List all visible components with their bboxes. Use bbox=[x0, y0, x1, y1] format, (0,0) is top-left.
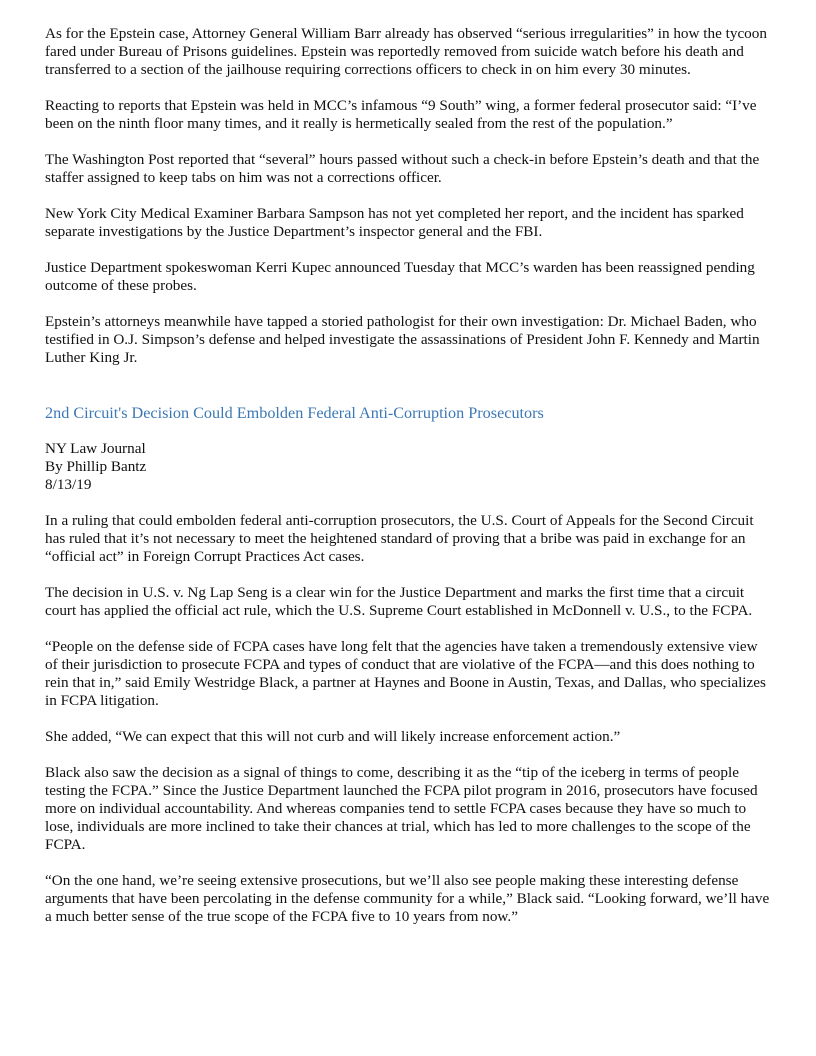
epstein-article-continuation bbox=[45, 25, 773, 367]
body-paragraph: The decision in U.S. v. Ng Lap Seng is a clear win for the Justice Department and marks the first time that a circuit court has applied the official act rule, which the U.S. Supreme Court established in McDonnell v. U.S., to the FCPA. bbox=[45, 584, 753, 619]
body-paragraph: Reacting to reports that Epstein was held in MCC’s infamous “9 South” wing, a former federal prosecutor said: “I’ve been on the ninth floor many times, and it really is hermetically sealed from the rest of the population.” bbox=[45, 97, 757, 132]
byline: By Phillip Bantz bbox=[45, 458, 147, 475]
publish-date: 8/13/19 bbox=[45, 476, 92, 493]
body-paragraph: “On the one hand, we’re seeing extensive prosecutions, but we’ll also see people making these interesting defense arguments that have been percolating in the defense community for a while,” Black said. “Looking forward, we’ll have a much better sense of the true scope of the FCPA five to 10 years from now.” bbox=[45, 872, 770, 925]
body-paragraph: She added, “We can expect that this will not curb and will likely increase enforcement action.” bbox=[45, 728, 621, 745]
body-paragraph: Black also saw the decision as a signal of things to come, describing it as the “tip of the iceberg in terms of people testing the FCPA.” Since the Justice Department launched the FCPA pilot program in 2016, prosecutors have focused more on individual accountability. And whereas companies tend to settle FCPA cases because they have so much to lose, individuals are more inclined to take their chances at trial, which has led to more challenges to the scope of the FCPA. bbox=[45, 764, 758, 853]
section-spacer bbox=[45, 385, 773, 403]
body-paragraph: “People on the defense side of FCPA cases have long felt that the agencies have taken a tremendously extensive view of their jurisdiction to prosecute FCPA and types of conduct that are violative of the FCPA—and this does nothing to rein that in,” said Emily Westridge Black, a partner at Haynes and Boone in Austin, Texas, and Dallas, who specializes in FCPA litigation. bbox=[45, 638, 766, 709]
body-paragraph: As for the Epstein case, Attorney General William Barr already has observed “serious irregularities” in how the tycoon fared under Bureau of Prisons guidelines. Epstein was reportedly removed from suicide watch before his death and transferred to a section of the jailhouse requiring corrections officers to check in on him every 30 minutes. bbox=[45, 25, 767, 78]
body-paragraph: In a ruling that could embolden federal anti-corruption prosecutors, the U.S. Court of Appeals for the Second Circuit has ruled that it’s not necessary to meet the heightened standard of proving that a bribe was paid in exchange for an “official act” in Foreign Corrupt Practices Act cases. bbox=[45, 512, 754, 565]
body-paragraph: New York City Medical Examiner Barbara Sampson has not yet completed her report, and the incident has sparked separate investigations by the Justice Department’s inspector general and the FBI. bbox=[45, 205, 744, 240]
publication-name: NY Law Journal bbox=[45, 440, 146, 457]
body-paragraph: The Washington Post reported that “several” hours passed without such a check-in before Epstein’s death and that the staffer assigned to keep tabs on him was not a corrections officer. bbox=[45, 151, 760, 186]
article-meta bbox=[45, 440, 773, 494]
body-paragraph: Justice Department spokeswoman Kerri Kupec announced Tuesday that MCC’s warden has been reassigned pending outcome of these probes. bbox=[45, 259, 755, 294]
article-title-link[interactable]: 2nd Circuit's Decision Could Embolden Federal Anti-Corruption Prosecutors bbox=[45, 404, 544, 422]
document-page bbox=[45, 25, 773, 944]
body-paragraph: Epstein’s attorneys meanwhile have tapped a storied pathologist for their own investigation: Dr. Michael Baden, who testified in O.J. Simpson’s defense and helped investigate the assassinations of President John F. Kennedy and Martin Luther King Jr. bbox=[45, 313, 760, 366]
fcpa-article bbox=[45, 403, 773, 926]
